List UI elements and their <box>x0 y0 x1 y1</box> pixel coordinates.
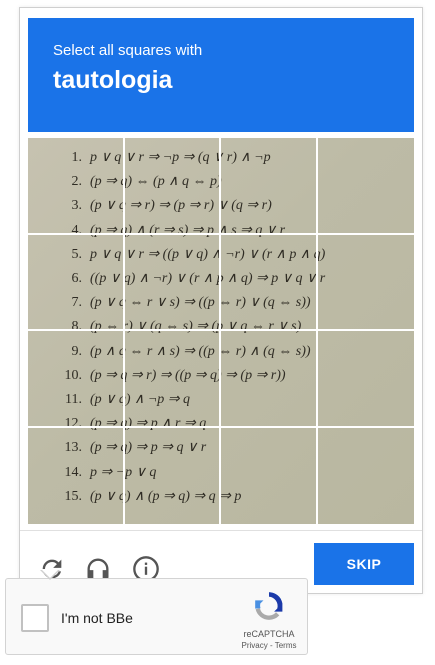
grid-tile[interactable] <box>318 138 415 235</box>
grid-tile[interactable] <box>318 235 415 332</box>
grid-tile[interactable] <box>125 428 222 525</box>
grid-tile[interactable] <box>28 235 125 332</box>
challenge-keyword: tautologia <box>53 66 173 94</box>
image-text-line: 6. ((p ∨ q) ∧ ¬r) ∨ (r ∧ p ∧ q) ⇒ p ∨ q ∨ r <box>71 271 326 287</box>
recaptcha-brand: reCAPTCHA <box>243 629 295 639</box>
image-text-line: 1. p ∨ q ∨ r ⇒ ¬p ⇒ (q ∨ r) ∧ ¬p <box>71 150 271 165</box>
image-text-line: 14. p ⇒ ¬p ∨ q <box>64 464 157 480</box>
image-text-line: 10. (p ⇒ q ⇒ r) ⇒ ((p ⇒ q) ⇒ (p ⇒ r)) <box>64 367 286 383</box>
recaptcha-anchor <box>5 578 308 655</box>
privacy-terms-links[interactable]: Privacy - Terms <box>241 641 297 650</box>
image-text-line: 4. (p ⇒ q) ∧ (r ⇒ s) ⇒ p ∧ s ⇒ q ∨ r <box>71 222 286 238</box>
recaptcha-logo-icon <box>252 589 286 623</box>
image-text-line: 8. (p ⇔ r) ∨ (q ⇔ s) ⇒ (p ∨ q ⇔ r ∨ s) <box>71 319 302 335</box>
popup-arrow-inner <box>41 569 59 578</box>
grid-tile[interactable] <box>318 428 415 525</box>
captcha-challenge-panel <box>19 7 423 594</box>
grid-tile[interactable] <box>125 138 222 235</box>
checkbox-label: I'm not BBe <box>61 610 133 626</box>
grid-tile[interactable] <box>125 331 222 428</box>
grid-tile[interactable] <box>221 235 318 332</box>
grid-tile[interactable] <box>28 331 125 428</box>
not-robot-checkbox[interactable] <box>21 604 49 632</box>
image-text-line: 9. (p ∧ q ⇔ r ∧ s) ⇒ ((p ⇔ r) ∧ (q ⇔ s)) <box>71 343 311 359</box>
grid-tile[interactable] <box>221 138 318 235</box>
grid-tile[interactable] <box>318 331 415 428</box>
image-text-line: 11. (p ∨ q) ∧ ¬p ⇒ q <box>65 392 190 408</box>
image-text-line: 3. (p ∨ q ⇒ r) ⇒ (p ⇒ r) ∨ (q ⇒ r) <box>71 198 272 214</box>
image-text-line: 12. (p ⇒ q) ⇒ p ∧ r ⇒ q <box>64 416 207 432</box>
grid-tile[interactable] <box>28 138 125 235</box>
image-text-line: 13. (p ⇒ q) ⇒ p ⇒ q ∨ r <box>64 440 207 456</box>
image-text-line: 5. p ∨ q ∨ r ⇒ ((p ∨ q) ∧ ¬r) ∨ (r ∧ p ∧ q) <box>71 246 326 262</box>
skip-button[interactable]: SKIP <box>314 543 414 585</box>
image-text-line: 15. (p ∨ q) ∧ (p ⇒ q) ⇒ q ⇒ p <box>64 488 242 504</box>
challenge-prompt: Select all squares with <box>53 42 203 59</box>
challenge-header <box>28 18 414 132</box>
grid-tile[interactable] <box>221 428 318 525</box>
image-text-line: 2. (p ⇒ q) ⇔ (p ∧ q ⇔ p) <box>71 174 222 190</box>
grid-tile[interactable] <box>125 235 222 332</box>
grid-tile[interactable] <box>28 428 125 525</box>
image-grid <box>28 138 414 524</box>
grid-tile[interactable] <box>221 331 318 428</box>
image-text-line: 7. (p ∨ q ⇔ r ∨ s) ⇒ ((p ⇔ r) ∨ (q ⇔ s)) <box>71 295 311 311</box>
